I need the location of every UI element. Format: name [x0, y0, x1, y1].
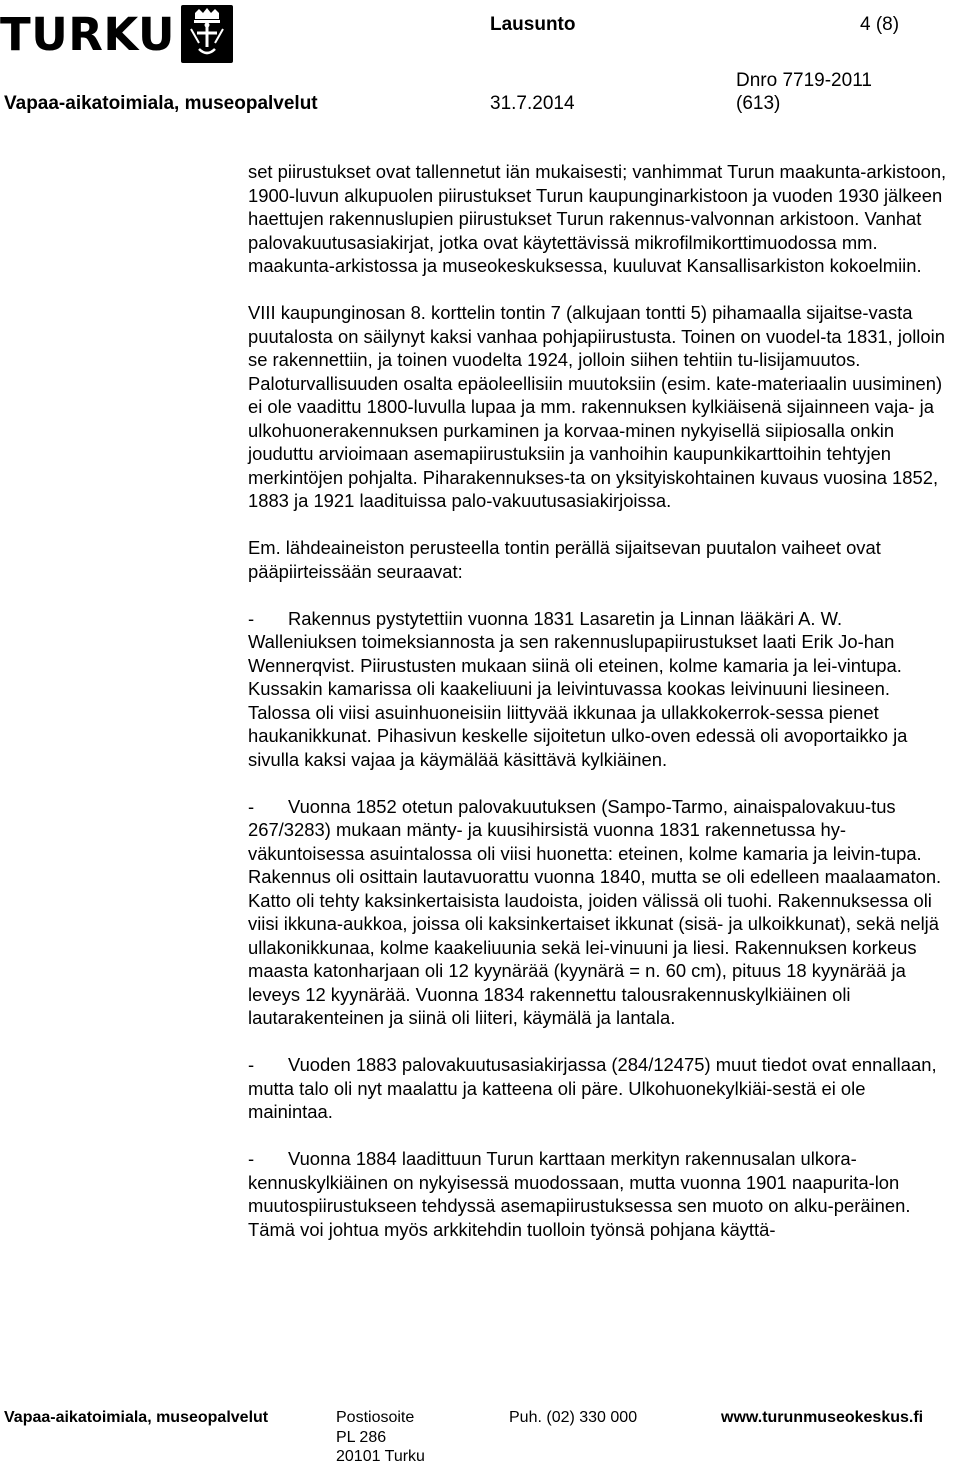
footer-postcode: 20101 Turku — [336, 1448, 425, 1465]
footer-phone: Puh. (02) 330 000 — [509, 1409, 638, 1426]
list-dash: - — [248, 795, 255, 817]
list-dash: - — [248, 1148, 255, 1169]
list-dash: - — [248, 607, 255, 629]
turku-crest-icon — [179, 3, 235, 65]
list-item-text: Rakennus pystytettiin vuonna 1831 Lasaretin ja Linnan lääkäri A. W. Walleniuksen toimeksiannosta ja sen rakennuslupapiirustukset laati Erik Jo-han Wennerqvist. Piirustusten mukaan siinä oli eteinen, kolme kamaria ja lei-vintupa. Kussakin kamarissa oli kaakeliuuni ja leivintuvassa kookas leivinuuni liesineen. Talossa oli viisi asuinhuoneisiin liittyvää ikkunaa ja ullakkokerrok-sessa pienet haukanikkunat. Pihasivun keskelle sijoitetun ulko-oven edessä oli avoportaikko ja sivulla kaksi vajaa ja käymälää käsittävä kylkiäinen. — [248, 607, 908, 770]
list-item-text: Vuoden 1883 palovakuutusasiakirjassa (284/12475) muut tiedot ovat ennallaan, mutta talo oli nyt maalattu ja katteena oli päre. Ulkohuonekylkiäi-sestä ei ole mainintaa. — [248, 1054, 937, 1122]
document-date: 31.7.2014 — [490, 93, 575, 114]
header-department: Vapaa-aikatoimiala, museopalvelut — [4, 93, 318, 114]
list-item-text: Vuonna 1884 laadittuun Turun karttaan merkityn rakennusalan ulkora-kennuskylkiäinen on nykyisessä muodossaan, mutta vuonna 1901 naapurita-lon muutospiirustukseen tehdyssä asemapiirustuksessa sen muoto on alku-peräinen. Tämä voi johtua myös arkkitehdin tuolloin työnsä pohjana käyttä- — [248, 1148, 911, 1240]
list-item-text: Vuonna 1852 otetun palovakuutuksen (Sampo-Tarmo, ainaispalovakuu-tus 267/3283) mukaan mänty- ja kuusihirsistä vuonna 1831 rakennetussa hy-väkuntoisessa asuintalossa oli viisi huonetta: eteinen, kolme kamaria ja leivin-tupa. Rakennus oli osittain lautavuorattu vuonna 1840, mutta se oli edelleen maalaamaton. Katto oli tehty kaksinkertaisista laudoista, joiden välissä oli tuohi. Rakennuksessa oli viisi ikkuna-aukkoa, joissa oli kaksinkertaiset ikkunat (sisä- ja ulkoikkunat), sekä neljä ullakonikkunaa, kolme kaakeliuunia sekä lei-vinuuni ja liesi. Rakennuksen korkeus maasta katonharjaan oli 12 kyynärää (kyynärä = n. 60 cm), pituus 18 kyynärää ja leveys 12 kyynärää. Vuonna 1834 rakennettu talousrakennuskylkiäinen oli lautarakenteinen ja siinä oli liiteri, käymälä ja lantala. — [248, 795, 942, 1028]
list-dash: - — [248, 1054, 255, 1075]
footer-po-box: PL 286 — [336, 1429, 387, 1446]
footer-department: Vapaa-aikatoimiala, museopalvelut — [4, 1409, 269, 1426]
paragraph: set piirustukset ovat tallennetut iän mukaisesti; vanhimmat Turun maakunta-arkistoon, 1900-luvun alkupuolen piirustukset Turun kaupunginarkistoon ja vuoden 1930 jälkeen haettujen rakennuslupien piirustukset Turun rakennus-valvonnan arkistoon. Vanhat palovakuutusasiakirjat, jotka ovat käytettävissä mikrofilmikorttimuodossa mm. maakunta-arkistossa ja museokeskuksessa, kuuluvat Kansallisarkiston kokoelmiin. — [248, 161, 947, 276]
list-item — [248, 795, 950, 1030]
dnro: Dnro 7719-2011 — [736, 70, 872, 91]
list-item — [248, 1053, 950, 1124]
logo-text: TURKU — [0, 7, 176, 61]
document-type: Lausunto — [490, 14, 576, 35]
footer-website: www.turunmuseokeskus.fi — [721, 1409, 924, 1426]
reference-number: (613) — [736, 93, 781, 114]
turku-logo — [0, 4, 235, 64]
page-number: 4 (8) — [860, 14, 900, 35]
paragraph: VIII kaupunginosan 8. korttelin tontin 7 (alkujaan tontti 5) pihamaalla sijaitse-vasta puutalosta on säilynyt kaksi vanhaa pohjapiirustusta. Toinen on vuodel-ta 1831, jolloin se rakennettiin, ja toinen vuodelta 1924, jolloin siihen tehtiin tu-lisijamuutos. Paloturvallisuuden osalta epäoleellisiin muutoksiin (esim. kate-materiaalin uusiminen) ei ole vaadittu 1800-luvulla lupaa ja mm. rakennuksen kylkiäisenä sijainneen vaja- ja ulkohuonerakennuksen purkaminen ja korvaa-minen nykyisellä siipiosalla onkin jouduttu arvioimaan asemapiirustuksiin ja vanhoihin kaupunkikarttoihin tehtyjen merkintöjen pohjalta. Piharakennukses-ta on yksityiskohtainen kuvaus vuosina 1852, 1883 ja 1921 laadituissa palo-vakuutusasiakirjoissa. — [248, 302, 945, 511]
footer-address-label: Postiosoite — [336, 1409, 415, 1426]
list-item — [248, 1147, 950, 1241]
document-body — [248, 160, 950, 1265]
list-item — [248, 607, 950, 772]
paragraph: Em. lähdeaineiston perusteella tontin perällä sijaitsevan puutalon vaiheet ovat pääpiirteissään seuraavat: — [248, 537, 881, 582]
